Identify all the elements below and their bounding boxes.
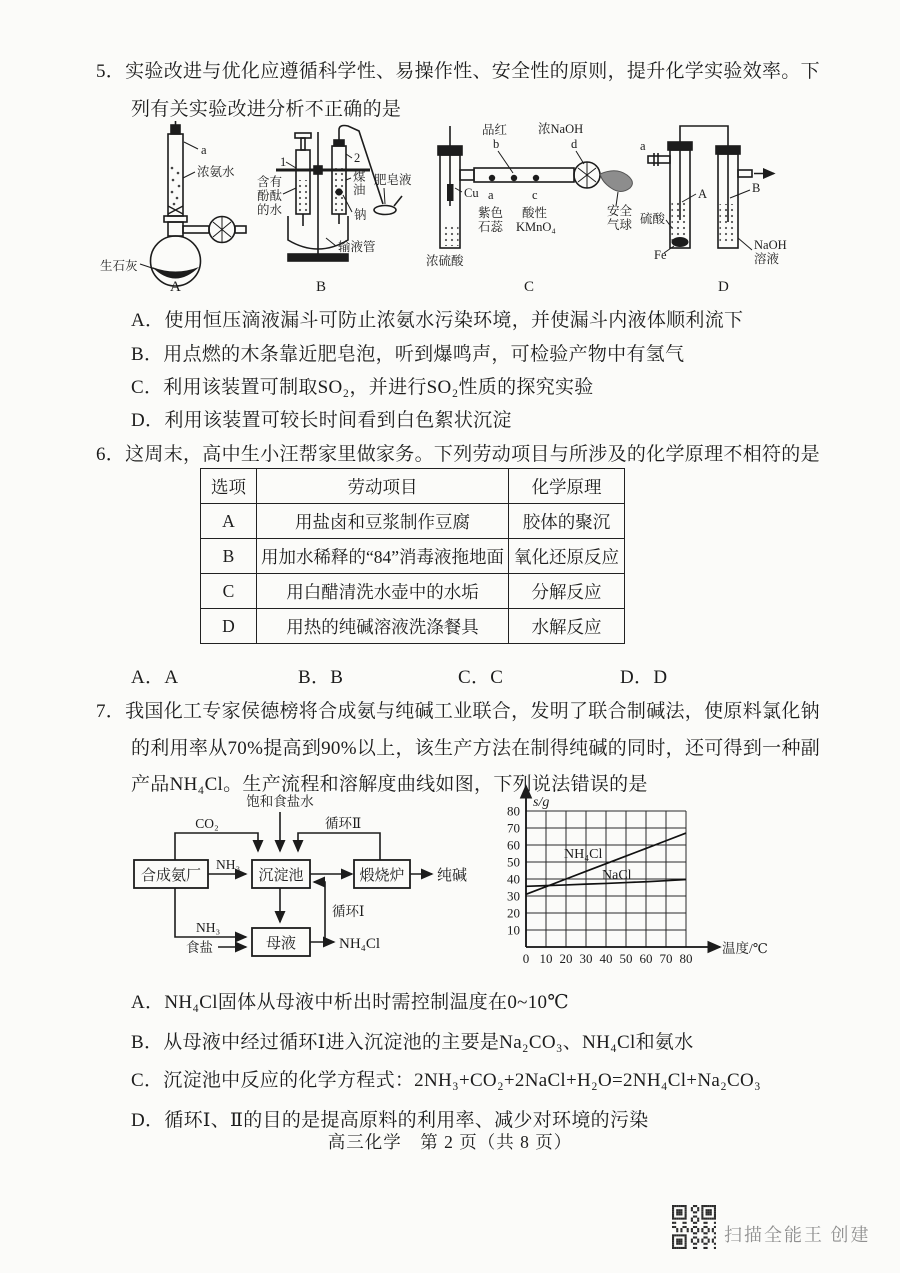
flow-label-furnace: 煅烧炉: [359, 868, 405, 884]
y-tick: 50: [507, 854, 520, 870]
phenol-water-liquid: [298, 180, 309, 213]
q7-stem-line2: 的利用率从70%提高到90%以上，该生产方法在制得纯碱的同时，还可得到一种副: [131, 738, 821, 759]
col-header-principle: 化学原理: [509, 469, 625, 504]
apparatus-a-figure: [98, 118, 273, 294]
label-d: d: [571, 137, 578, 151]
col-header-option: 选项: [201, 469, 257, 504]
y-axis-label: s/g: [533, 795, 550, 810]
sulfuric-acid-liquid: [672, 200, 689, 242]
series-label: NH₄Cl: [564, 847, 603, 862]
chores-table: [200, 468, 625, 644]
flow-label-ammonia-plant: 合成氨厂: [140, 868, 202, 884]
label-quicklime: 生石灰: [100, 259, 138, 273]
label-a: a: [488, 188, 494, 202]
label-phenol-3: 的水: [257, 203, 283, 217]
flow-label-mother-liquor: 母液: [265, 936, 297, 952]
sulfuric-acid-liquid: [442, 224, 459, 246]
x-tick: 60: [639, 951, 653, 966]
label-kmno4-2: KMnO₄: [516, 220, 556, 234]
label-b: b: [493, 137, 500, 151]
table-header-row: [201, 469, 625, 504]
label-iv-tube: 输液管: [338, 240, 376, 254]
caption-a: A: [170, 279, 181, 295]
label-sodium: 钠: [354, 208, 367, 222]
series-label: NaCl: [602, 868, 632, 883]
x-tick: 20: [559, 951, 573, 966]
label-cu: Cu: [464, 186, 479, 200]
q7-stem-line3: 产品NH₄Cl。生产流程和溶解度曲线如图，下列说法错误的是: [131, 774, 648, 795]
col-header-chore: 劳动项目: [257, 469, 509, 504]
q5-stem-line2: 列有关实验改进分析不正确的是: [131, 99, 402, 120]
flow-label-salt: 食盐: [186, 940, 213, 955]
label-balloon-2: 气球: [607, 218, 633, 232]
label-naoh-2: 溶液: [754, 252, 780, 266]
apparatus-d-figure: [640, 118, 832, 294]
y-tick: 20: [507, 905, 520, 921]
flow-label-cycle2: 循环Ⅱ: [325, 816, 362, 831]
table-row: B 用加水稀释的“84”消毒液拖地面 氧化还原反应: [201, 539, 625, 574]
x-axis-label: 温度/℃: [722, 941, 768, 956]
x-tick: 50: [619, 951, 633, 966]
label-litmus-2: 石蕊: [478, 220, 504, 234]
table-row: A 用盐卤和豆浆制作豆腐 胶体的聚沉: [201, 504, 625, 539]
table-row: D 用热的纯碱溶液洗涤餐具 水解反应: [201, 609, 625, 644]
label-phenol-1: 含有: [257, 175, 283, 189]
page-footer: 高三化学 第 2 页（共 8 页）: [327, 1132, 573, 1152]
apparatus-b-figure: [256, 118, 424, 294]
iron-solid: [672, 237, 689, 247]
qr-code: [672, 1205, 716, 1249]
caption-b: B: [316, 279, 327, 295]
label-c: c: [532, 188, 538, 202]
q5-option-b: B．用点燃的木条靠近肥皂泡，听到爆鸣声，可检验产物中有氢气: [131, 344, 685, 365]
naoh-liquid: [720, 204, 737, 244]
q5-stem-line1: 5．实验改进与优化应遵循科学性、易操作性、安全性的原则，提升化学实验效率。下: [96, 61, 820, 82]
q5-option-d: D．利用该装置可较长时间看到白色絮状沉淀: [131, 410, 512, 431]
q7-option-a: A．NH₄Cl固体从母液中析出时需控制温度在0~10℃: [131, 992, 569, 1013]
q5-option-a: A．使用恒压滴液漏斗可防止浓氨水污染环境，并使漏斗内液体顺利流下: [131, 310, 744, 331]
q6-answer-b: B．B: [298, 667, 344, 688]
label-naoh-1: NaOH: [754, 238, 787, 252]
copper-strip: [447, 184, 454, 201]
label-2: 2: [354, 151, 361, 165]
q6-answer-a: A．A: [131, 667, 179, 688]
y-tick: 10: [507, 922, 520, 938]
x-tick: 80: [679, 951, 693, 966]
label-tube-A: A: [698, 187, 708, 201]
apparatus-c-figure: [426, 118, 638, 294]
label-fe: Fe: [654, 248, 667, 262]
label-soap: 肥皂液: [374, 173, 412, 187]
label-fuchsin: 品红: [482, 123, 508, 137]
y-tick: 80: [507, 803, 520, 819]
label-1: 1: [280, 155, 287, 169]
label-a: a: [640, 139, 646, 153]
label-tube-B: B: [752, 181, 761, 195]
q6-answer-c: C．C: [458, 667, 504, 688]
flow-label-nh4cl: NH₄Cl: [339, 936, 381, 952]
label-balloon-1: 安全: [607, 204, 633, 218]
label-h2so4: 硫酸: [640, 212, 666, 226]
label-a: a: [201, 143, 207, 157]
cotton-plugs: [489, 175, 539, 181]
q6-answer-d: D．D: [620, 667, 668, 688]
table-row: C 用白醋清洗水壶中的水垢 分解反应: [201, 574, 625, 609]
process-flow-diagram: [112, 790, 484, 974]
caption-c: C: [524, 279, 535, 295]
x-tick: 30: [579, 951, 593, 966]
label-kmno4-1: 酸性: [522, 206, 548, 220]
x-tick: 0: [522, 951, 530, 966]
label-phenol-2: 酚酞: [257, 189, 283, 203]
ammonia-liquid: [171, 167, 181, 206]
flow-label-brine: 饱和食盐水: [246, 794, 314, 809]
scanner-watermark-text: 扫描全能王 创建: [724, 1225, 871, 1245]
chart-plot-area: [507, 786, 720, 966]
label-naoh: 浓NaOH: [538, 122, 584, 136]
q7-stem-line1: 7．我国化工专家侯德榜将合成氨与纯碱工业联合，发明了联合制碱法，使原料氯化钠: [96, 701, 820, 722]
x-tick: 70: [659, 951, 673, 966]
label-ammonia: 浓氨水: [197, 165, 235, 179]
y-tick: 70: [507, 820, 520, 836]
flow-label-nh3-top: NH₃: [216, 857, 241, 872]
q7-option-b: B．从母液中经过循环Ⅰ进入沉淀池的主要是Na₂CO₃、NH₄Cl和氨水: [131, 1032, 694, 1053]
flow-label-cycle1: 循环Ⅰ: [332, 904, 365, 919]
x-tick: 40: [599, 951, 613, 966]
label-litmus-1: 紫色: [478, 206, 504, 220]
flow-label-co2: CO₂: [195, 816, 219, 831]
y-tick: 30: [507, 888, 520, 904]
label-kerosene-1: 煤: [353, 170, 366, 184]
caption-d: D: [718, 279, 729, 295]
quicklime-solid: [152, 267, 199, 279]
q7-option-d: D．循环Ⅰ、Ⅱ的目的是提高原料的利用率、减少对环境的污染: [131, 1110, 649, 1131]
flow-label-nh3-bottom: NH₃: [196, 920, 221, 935]
flow-label-pool: 沉淀池: [258, 868, 304, 884]
label-conc-h2so4: 浓硫酸: [426, 254, 464, 268]
q5-option-c: C．利用该装置可制取SO₂，并进行SO₂性质的探究实验: [131, 377, 594, 398]
flow-label-soda: 纯碱: [437, 868, 468, 884]
q7-option-c: C．沉淀池中反应的化学方程式：2NH₃+CO₂+2NaCl+H₂O=2NH₄Cl+Na₂CO₃: [131, 1070, 761, 1091]
sodium-piece: [335, 188, 342, 195]
x-tick: 10: [539, 951, 553, 966]
label-kerosene-2: 油: [353, 183, 366, 197]
q6-stem: 6．这周末，高中生小汪帮家里做家务。下列劳动项目与所涉及的化学原理不相符的是: [96, 444, 820, 465]
y-tick: 60: [507, 837, 520, 853]
solubility-chart: [478, 784, 798, 986]
safety-balloon-shape: [600, 171, 632, 192]
y-tick: 40: [507, 871, 520, 887]
